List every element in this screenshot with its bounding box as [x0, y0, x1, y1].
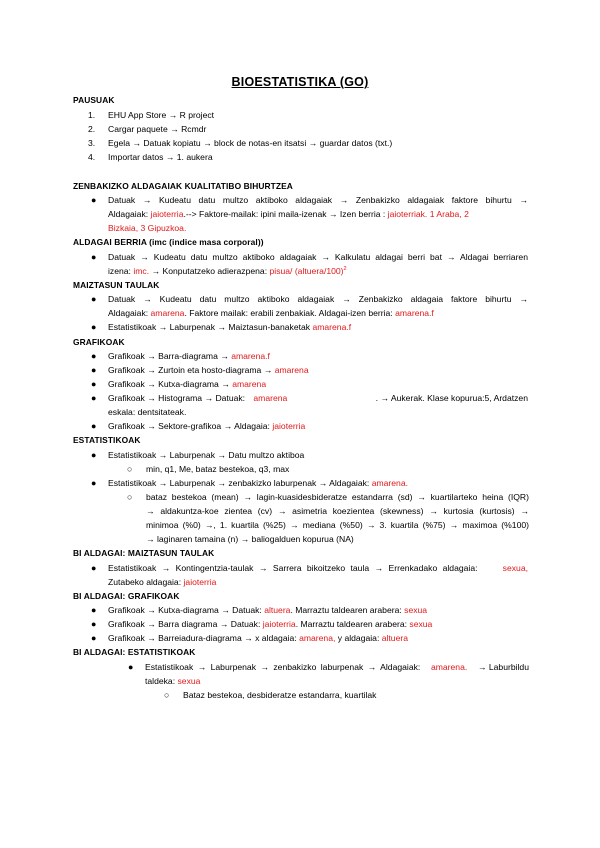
- bullet-icon: ●: [91, 421, 97, 431]
- circle-bullet-icon: ○: [127, 464, 133, 474]
- bullet-icon: ●: [91, 619, 97, 629]
- paragraph-line: Datuak → Kudeatu datu multzo aktiboko aldagaiak → Kalkulatu aldagai berri bat → Aldagai berriaren: [108, 252, 528, 262]
- step-number: 1.: [88, 110, 96, 120]
- highlight-text: amarena: [150, 308, 185, 318]
- highlight-text: sexua: [177, 676, 201, 686]
- bullet-icon: ●: [91, 252, 97, 262]
- bullet-icon: ●: [91, 322, 97, 332]
- step-number: 2.: [88, 124, 96, 134]
- superscript: 2: [343, 266, 347, 273]
- bullet-icon: ●: [91, 605, 97, 615]
- section-heading-bi-aldagai-estatistikoak: BI ALDAGAI: ESTATISTIKOAK: [73, 647, 196, 657]
- paragraph-line: Aldagaiak: jaioterria.--> Faktore-mailak: ipini maila-izenak → Izen berria : jaioterriak. 1 Araba, 2: [108, 209, 469, 219]
- section-heading-bi-aldagai-grafikoak: BI ALDAGAI: GRAFIKOAK: [73, 591, 180, 601]
- bullet-icon: ●: [91, 365, 97, 375]
- paragraph-line: Zutabeko aldagaia: jaioterria: [108, 577, 217, 587]
- paragraph-line: Estatistikoak → Laburpenak → zenbakizko laburpenak → Aldagaiak: amarena. → Laburbildu: [145, 662, 529, 672]
- highlight-text: amarena: [253, 393, 288, 403]
- paragraph-line: Grafikoak → Barra-diagrama → amarena.f: [108, 351, 270, 361]
- paragraph-line: Bataz bestekoa, desbideratze estandarra, kuartilak: [183, 690, 377, 700]
- step-text: Cargar paquete → Rcmdr: [108, 124, 207, 134]
- highlight-text: amarena.: [371, 478, 409, 488]
- highlight-text: amarena.f: [231, 351, 270, 361]
- bullet-icon: ●: [91, 195, 97, 205]
- bullet-icon: ●: [91, 563, 97, 573]
- section-heading-bi-aldagai-maiztasun: BI ALDAGAI: MAIZTASUN TAULAK: [73, 548, 215, 558]
- bullet-icon: ●: [91, 478, 97, 488]
- paragraph-line: Aldagaiak: amarena. Faktore mailak: erabili zenbakiak. Aldagai-izen berria: amarena.f: [108, 308, 434, 318]
- highlight-text: amarena.: [430, 662, 468, 672]
- bullet-icon: ●: [91, 294, 97, 304]
- highlight-text: altuera: [264, 605, 291, 615]
- highlight-text: jaioterria: [183, 577, 217, 587]
- paragraph-line: → laginaren tamaina (n) → baliogalduen kopurua (NA): [146, 534, 354, 544]
- highlight-text: sexua: [409, 619, 433, 629]
- step-text: EHU App Store → R project: [108, 110, 215, 120]
- section-heading-aldagai-berria: ALDAGAI BERRIA (imc (indice masa corporal)): [73, 237, 264, 247]
- paragraph-line: Grafikoak → Kutxa-diagrama → Datuak: altuera. Marraztu taldearen arabera: sexua: [108, 605, 428, 615]
- step-number: 4.: [88, 152, 96, 162]
- list-item: [88, 150, 213, 164]
- bullet-icon: ●: [91, 379, 97, 389]
- paragraph-line: Grafikoak → Barreiadura-diagrama → x aldagaia: amarena, y aldagaia: altuera: [108, 633, 408, 643]
- highlight-text: amarena.f: [395, 308, 434, 318]
- section-heading-estatistikoak: ESTATISTIKOAK: [73, 435, 141, 445]
- paragraph-line: Datuak → Kudeatu datu multzo aktiboko aldagaiak → Zenbakizko aldagaia faktore bihurtu →: [108, 294, 528, 304]
- highlight-text: amarena,: [299, 633, 336, 643]
- step-text: Egela → Datuak kopiatu → block de notas-en itsatsi → guardar datos (txt.): [108, 138, 393, 148]
- paragraph-line: Datuak → Kudeatu datu multzo aktiboko aldagaiak → Zenbakizko aldagaiak faktore bihurtu →: [108, 195, 528, 205]
- bullet-icon: ●: [91, 633, 97, 643]
- highlight-text: amarena.f: [312, 322, 352, 332]
- paragraph-line: Estatistikoak → Laburpenak → Datu multzo aktiboa: [108, 450, 305, 460]
- section-heading-maiztasun-taulak: MAIZTASUN TAULAK: [73, 280, 160, 290]
- section-heading-pausuak: PAUSUAK: [73, 95, 115, 105]
- paragraph-line: Estatistikoak → Laburpenak → Maiztasun-banaketak amarena.f: [108, 322, 352, 332]
- bullet-icon: ●: [91, 393, 97, 403]
- section-heading-grafikoak: GRAFIKOAK: [73, 337, 125, 347]
- highlight-text: jaioterria: [262, 619, 296, 629]
- paragraph-line: Grafikoak → Kutxa-diagrama → amarena: [108, 379, 267, 389]
- paragraph-line: Grafikoak → Barra diagrama → Datuak: jaioterria. Marraztu taldearen arabera: sexua: [108, 619, 433, 629]
- paragraph-line: Grafikoak → Zurtoin eta hosto-diagrama → amarena: [108, 365, 309, 375]
- highlight-text: jaioterria: [150, 209, 184, 219]
- highlight-text: jaioterriak. 1 Araba, 2: [387, 209, 469, 219]
- circle-bullet-icon: ○: [164, 690, 170, 700]
- section-heading-zenbakizko: ZENBAKIZKO ALDAGAIAK KUALITATIBO BIHURTZEA: [73, 181, 293, 191]
- page-title: BIOESTATISTIKA (GO): [231, 75, 369, 89]
- highlight-text: sexua,: [502, 563, 528, 573]
- paragraph-line: → aldakuntza-koe zientea (cv) → asimetria koezientea (skewness) → kurtosia (kurtosis) →: [146, 506, 529, 516]
- highlight-text: amarena: [274, 365, 309, 375]
- highlight-text: Bizkaia, 3 Gipuzkoa.: [108, 223, 187, 233]
- paragraph-line: Grafikoak → Histograma → Datuak: amarena . → Aukerak. Klase kopurua:5, Ardatzen: [108, 393, 528, 403]
- bullet-icon: ●: [128, 662, 134, 672]
- paragraph-line: minimoa (%0) →, 1. kuartila (%25) → mediana (%50) → 3. kuartila (%75) → maximoa (%100): [146, 520, 529, 530]
- step-number: 3.: [88, 138, 96, 148]
- paragraph-line: bataz bestekoa (mean) → lagin-kuasidesbideratze estandarra (sd) → kuartilarteko heina (IQR): [146, 492, 529, 502]
- paragraph-line: Estatistikoak → Laburpenak → zenbakizko laburpenak → Aldagaiak: amarena.: [108, 478, 409, 488]
- paragraph-line: min, q1, Me, bataz bestekoa, q3, max: [146, 464, 290, 474]
- step-text: Importar datos → 1. aukera: [108, 152, 213, 162]
- list-item: [88, 108, 215, 122]
- paragraph-line: Estatistikoak → Kontingentzia-taulak → Sarrera bikoitzeko taula → Errenkadako aldagaia: sexua,: [108, 563, 528, 573]
- list-item: [88, 122, 207, 136]
- paragraph-line: Grafikoak → Sektore-grafikoa → Aldagaia: jaioterria: [108, 421, 306, 431]
- bullet-icon: ●: [91, 351, 97, 361]
- highlight-text: imc.: [133, 266, 150, 276]
- highlight-text: amarena: [232, 379, 267, 389]
- bullet-icon: ●: [91, 450, 97, 460]
- circle-bullet-icon: ○: [127, 492, 133, 502]
- paragraph-line: izena: imc. → Konputatzeko adierazpena: pisua/ (altuera/100)$^2$: [108, 266, 347, 276]
- highlight-text: sexua: [404, 605, 428, 615]
- highlight-text: altuera: [381, 633, 408, 643]
- paragraph-line: eskala: dentsitateak.: [108, 407, 187, 417]
- highlight-text: pisua/ (altuera/100): [269, 266, 344, 276]
- paragraph-line: taldeka: sexua: [145, 676, 201, 686]
- list-item: [88, 136, 393, 150]
- highlight-text: jaioterria: [272, 421, 306, 431]
